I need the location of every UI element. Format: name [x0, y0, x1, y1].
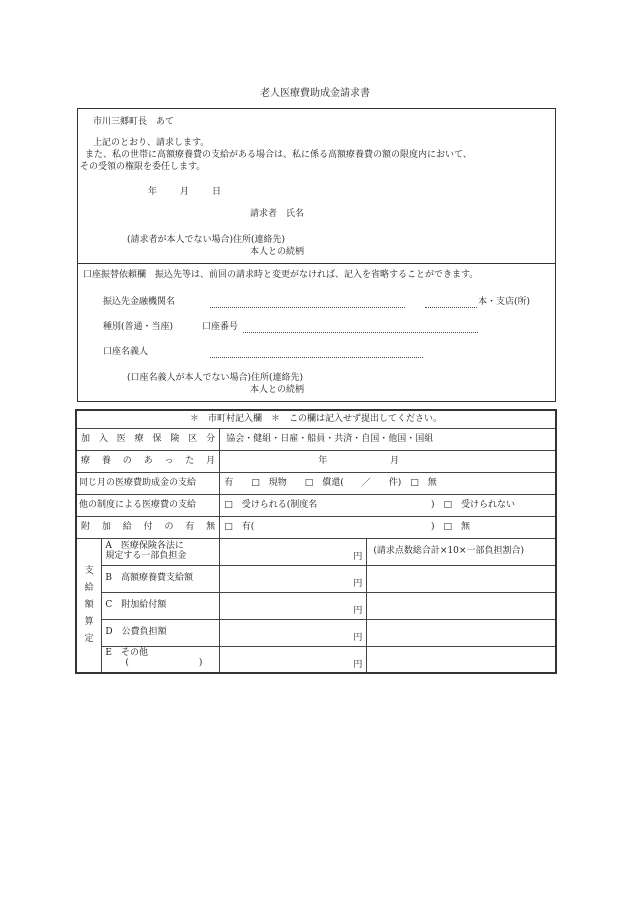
treatment-year-label: 年	[318, 455, 328, 466]
calc-row-b-extra	[367, 565, 556, 592]
account-holder-label: 口座名義人	[103, 347, 149, 357]
additional-benefit-options[interactable]	[220, 516, 556, 538]
holder-relation-label: 本人との続柄	[250, 385, 305, 395]
calc-row-d-extra	[367, 619, 556, 646]
calc-row-a-label	[102, 538, 220, 565]
office-header: ＊ 市町村記入欄 ＊ この欄は記入せず提出してください。	[76, 410, 556, 428]
calc-row-b-unit: 円	[353, 579, 363, 590]
calc-row-b-code: B	[105, 573, 112, 584]
calc-row-a-name2: 規定する一部負担金	[105, 550, 187, 561]
request-line-3: その受領の権限を委任します。	[80, 162, 206, 172]
additional-benefit-opt1[interactable]: □ 有(	[224, 521, 255, 532]
bank-header: 口座振替依頼欄 振込先等は、前回の請求時と変更がなければ、記入を省略することができます。	[83, 270, 479, 280]
calc-row-a-note: (請求点数総合計×10×一部負担割合)	[367, 538, 556, 565]
form-title: 老人医療費助成金請求書	[260, 88, 370, 99]
holder-proxy-label: (口座名義人が本人でない場合)住所(連絡先)	[127, 373, 304, 383]
calc-row-e-paren-close: )	[198, 658, 203, 669]
calc-row-a-amount[interactable]	[220, 538, 367, 565]
bank-branch-field[interactable]	[425, 307, 477, 308]
treatment-month-field[interactable]	[220, 450, 556, 472]
bank-institution-label: 振込先金融機関名	[103, 297, 176, 307]
calc-row-d-amount[interactable]	[220, 619, 367, 646]
date-year-label: 年	[148, 187, 158, 197]
calc-label-char: 給	[84, 582, 94, 593]
calc-row-d-name: 公費負担額	[121, 627, 167, 638]
claimant-name-label: 請求者 氏名	[250, 209, 305, 219]
calc-label-char: 算	[84, 616, 94, 627]
calc-row-b-name: 高額療養費支給額	[121, 573, 194, 584]
account-type-label: 種別(普通・当座)	[103, 322, 174, 332]
additional-benefit-label-text: 附 加 給 付 の 有 無	[81, 521, 216, 532]
calc-row-c-amount[interactable]	[220, 592, 367, 619]
calc-row-d-label	[102, 619, 220, 646]
calc-row-c-unit: 円	[353, 606, 363, 617]
account-number-field[interactable]	[243, 332, 478, 333]
other-system-label: 他の制度による医療費の支給	[76, 494, 220, 516]
treatment-month-unit: 月	[390, 455, 400, 466]
addressee: 市川三郷町長 あて	[93, 117, 175, 127]
insurance-type-label-text: 加 入 医 療 保 険 区 分	[81, 433, 216, 444]
other-system-opt1[interactable]: □ 受けられる(制度名	[224, 499, 318, 510]
calc-row-a-code: A	[105, 540, 112, 551]
other-system-options[interactable]	[220, 494, 556, 516]
additional-benefit-opt2[interactable]: ) □ 無	[431, 521, 471, 532]
office-use-table	[75, 409, 557, 674]
date-day-label: 日	[212, 187, 222, 197]
calc-row-c-extra	[367, 592, 556, 619]
calc-row-c-code: C	[105, 600, 113, 611]
calc-label-char: 定	[84, 633, 94, 644]
request-line-2: また、私の世帯に高額療養費の支給がある場合は、私に係る高額療養費の額の限度内において、	[85, 150, 472, 160]
calc-row-c-label	[102, 592, 220, 619]
calc-label-char: 支	[84, 565, 94, 576]
calc-row-e-paren-open: (	[125, 658, 129, 669]
calc-row-c-name: 附加給付額	[121, 600, 167, 611]
calc-row-e-code: E	[105, 648, 112, 659]
bank-institution-field[interactable]	[210, 307, 405, 308]
same-month-subsidy-options[interactable]: 有 □ 現物 □ 償還( ／ 件) □ 無	[220, 472, 556, 494]
calc-label	[76, 538, 102, 673]
relation-label: 本人との続柄	[250, 247, 305, 257]
calc-row-e-extra	[367, 646, 556, 673]
calc-row-e-name1: その他	[120, 648, 148, 659]
bank-branch-label: 本・支店(所)	[478, 297, 531, 307]
calc-row-b-label	[102, 565, 220, 592]
proxy-address-label: (請求者が本人でない場合)住所(連絡先)	[127, 235, 286, 245]
calc-row-e-amount[interactable]	[220, 646, 367, 673]
account-holder-field[interactable]	[210, 357, 423, 358]
calc-row-e-label	[102, 646, 220, 673]
insurance-type-label	[76, 428, 220, 450]
calc-row-d-code: D	[105, 627, 113, 638]
calc-row-e-unit: 円	[353, 659, 363, 670]
request-line-1: 上記のとおり、請求します。	[93, 138, 210, 148]
additional-benefit-label	[76, 516, 220, 538]
treatment-month-label	[76, 450, 220, 472]
calc-label-char: 額	[84, 599, 94, 610]
calc-row-a-unit: 円	[353, 552, 363, 563]
account-number-label: 口座番号	[202, 322, 239, 332]
calc-row-b-amount[interactable]	[220, 565, 367, 592]
treatment-month-label-text: 療 養 の あ っ た 月	[81, 455, 216, 466]
calc-row-d-unit: 円	[353, 633, 363, 644]
insurance-type-options[interactable]: 協会・健組・日雇・船員・共済・自国・他国・国組	[220, 428, 556, 450]
date-month-label: 月	[180, 187, 190, 197]
calc-row-a-name1: 医療保険各法に	[120, 540, 184, 551]
other-system-opt2[interactable]: ) □ 受けられない	[431, 499, 516, 510]
same-month-subsidy-label: 同じ月の医療費助成金の支給	[76, 472, 220, 494]
